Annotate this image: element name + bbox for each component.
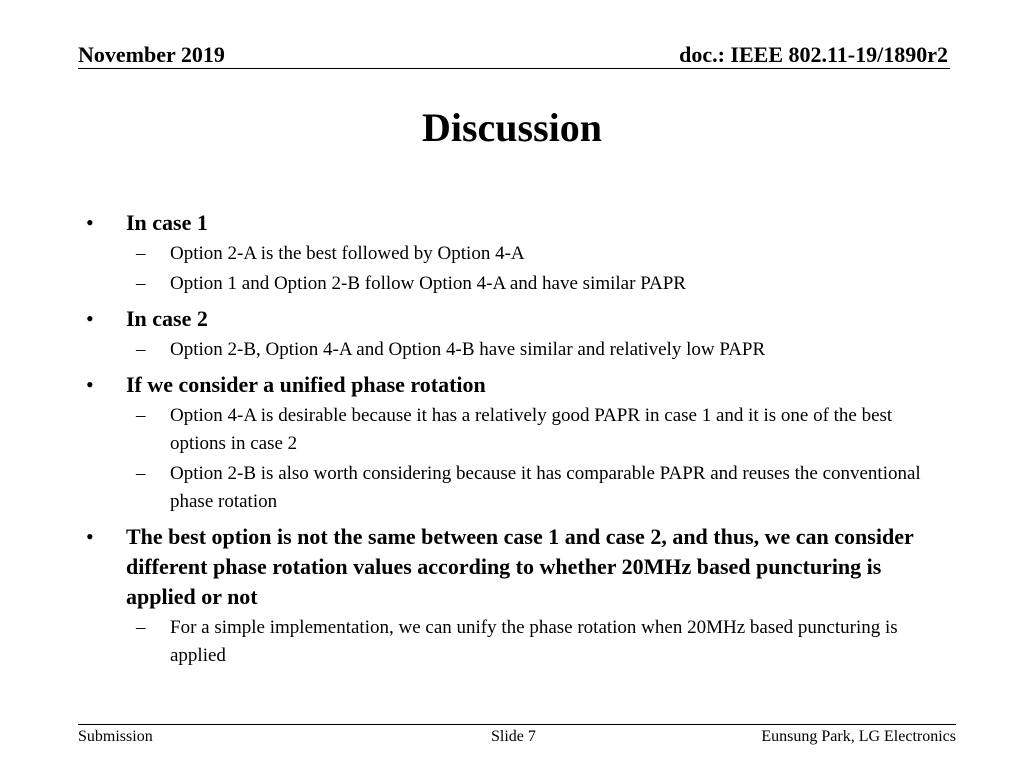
header-doc-id: doc.: IEEE 802.11-19/1890r2 [679,42,948,67]
sub-bullet-item [86,336,946,364]
dash-marker: – [136,339,146,360]
bullet-item [86,370,946,400]
dash-marker: – [136,273,146,294]
sub-bullet-item [86,402,946,458]
slide-title: Discussion [421,105,603,150]
bullet-text: If we consider a unified phase rotation [126,372,486,397]
bullet-text: The best option is not the same between case 1 and case 2, and thus, we can consider different phase rotation values according to whether 20MHz based puncturing is applied or not [126,524,914,609]
bullet-marker: • [86,524,94,549]
sub-bullet-item [86,270,946,298]
header-divider [78,68,950,69]
sub-bullet-text: Option 2-A is the best followed by Option 4-A [170,243,525,264]
bullet-marker: • [86,372,94,397]
bullet-marker: • [86,306,94,331]
bullet-text: In case 2 [126,306,208,331]
sub-bullet-text: Option 2-B is also worth considering because it has comparable PAPR and reuses the conventional phase rotation [170,463,921,512]
sub-bullet-text: Option 1 and Option 2-B follow Option 4-A and have similar PAPR [170,273,686,294]
sub-bullet-item [86,240,946,268]
dash-marker: – [136,405,146,426]
bullet-item [86,304,946,334]
sub-bullet-item [86,460,946,516]
dash-marker: – [136,243,146,264]
footer-submission: Submission [78,728,153,745]
sub-bullet-item [86,614,946,670]
bullet-item [86,522,946,612]
footer-divider [78,724,956,725]
bullet-item [86,208,946,238]
bullet-marker: • [86,210,94,235]
footer-slide-number: Slide 7 [491,728,536,745]
bullet-text: In case 1 [126,210,208,235]
sub-bullet-text: Option 4-A is desirable because it has a relatively good PAPR in case 1 and it is one of the best options in case 2 [170,405,893,454]
sub-bullet-text: For a simple implementation, we can unify the phase rotation when 20MHz based puncturing is applied [170,617,898,666]
slide-body [86,202,946,670]
header-date: November 2019 [78,42,225,67]
footer-author: Eunsung Park, LG Electronics [761,728,956,745]
sub-bullet-text: Option 2-B, Option 4-A and Option 4-B have similar and relatively low PAPR [170,339,766,360]
dash-marker: – [136,463,146,484]
dash-marker: – [136,617,146,638]
